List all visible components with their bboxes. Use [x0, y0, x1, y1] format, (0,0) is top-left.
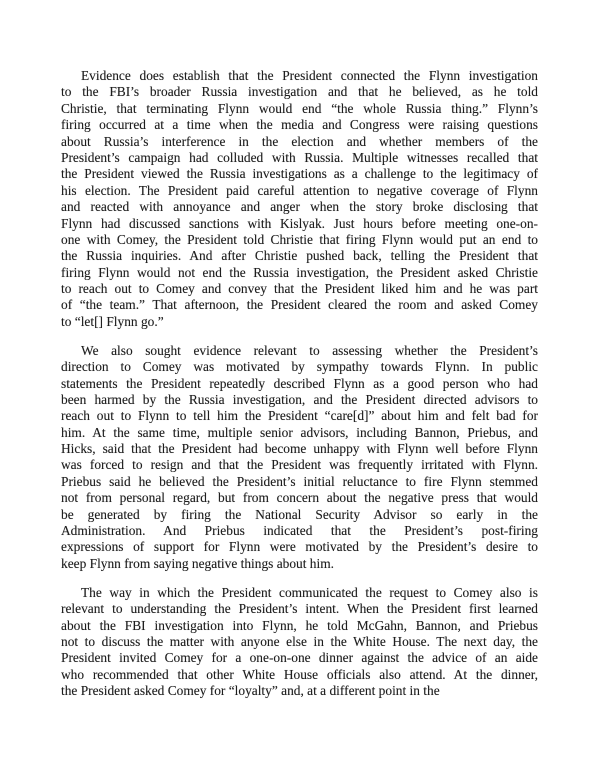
text-line: Hicks, said that the President had become unhappy with Flynn well before Flynn: [61, 441, 538, 457]
text-line: been harmed by the Russia investigation, and the President directed advisors to: [61, 391, 538, 407]
text-line: Evidence does establish that the President connected the Flynn investigation: [81, 68, 538, 83]
text-line: one with Comey, the President told Christie that firing Flynn would put an end to: [61, 231, 538, 247]
text-line: and reacted with annoyance and anger when the story broke disclosing that: [61, 199, 538, 215]
document-text-block: [61, 68, 538, 699]
text-line: statements the President repeatedly described Flynn as a good person who had: [61, 375, 538, 391]
text-line: the President viewed the Russia investigations as a challenge to the legitimacy of: [61, 166, 538, 182]
text-line: be generated by firing the National Security Advisor so early in the: [61, 506, 538, 522]
text-line: about Russia’s interference in the election and whether members of the: [61, 133, 538, 149]
text-line: him. At the same time, multiple senior advisors, including Bannon, Priebus, and: [61, 424, 538, 440]
text-line: firing Flynn would not end the Russia investigation, the President asked Christie: [61, 264, 538, 280]
text-line: Christie, that terminating Flynn would end “the whole Russia thing.” Flynn’s: [61, 100, 538, 116]
text-line: of “the team.” That afternoon, the President cleared the room and asked Comey: [61, 297, 538, 313]
text-line: to the FBI’s broader Russia investigation and that he believed, as he told: [61, 84, 538, 100]
text-line: expressions of support for Flynn were motivated by the President’s desire to: [61, 539, 538, 555]
text-line: not to discuss the matter with anyone else in the White House. The next day, the: [61, 633, 538, 649]
text-line: Administration. And Priebus indicated that the President’s post-firing: [61, 523, 538, 539]
text-line: the Russia inquiries. And after Christie pushed back, telling the President that: [61, 248, 538, 264]
paragraph-3: [61, 585, 538, 700]
text-line: not from personal regard, but from concern about the negative press that would: [61, 490, 538, 506]
text-line: President invited Comey for a one-on-one dinner against the advice of an aide: [61, 650, 538, 666]
paragraph-2: [61, 343, 538, 572]
text-line: who recommended that other White House officials also attend. At the dinner,: [61, 666, 538, 682]
text-line: the President asked Comey for “loyalty” and, at a different point in the: [61, 683, 440, 699]
text-line: The way in which the President communicated the request to Comey also is: [81, 584, 538, 600]
text-line: keep Flynn from saying negative things about him.: [61, 555, 334, 571]
text-line: was forced to resign and that the President was frequently irritated with Flynn.: [61, 457, 538, 473]
text-line: his election. The President paid careful attention to negative coverage of Flynn: [61, 182, 538, 198]
text-line: about the FBI investigation into Flynn, he told McGahn, Bannon, and Priebus: [61, 617, 538, 633]
text-line: Priebus said he believed the President’s initial reluctance to fire Flynn stemmed: [61, 473, 538, 489]
text-line: We also sought evidence relevant to assessing whether the President’s: [81, 342, 538, 358]
text-line: Flynn had discussed sanctions with Kislyak. Just hours before meeting one-on-: [61, 215, 538, 231]
text-line: firing occurred at a time when the media and Congress were raising questions: [61, 117, 538, 133]
text-line: direction to Comey was motivated by sympathy towards Flynn. In public: [61, 359, 538, 375]
text-line: President’s campaign had colluded with Russia. Multiple witnesses recalled that: [61, 149, 538, 165]
text-line: to reach out to Comey and convey that the President liked him and he was part: [61, 281, 538, 297]
text-line: reach out to Flynn to tell him the President “care[d]” about him and felt bad for: [61, 408, 538, 424]
text-line: to “let[] Flynn go.”: [61, 313, 164, 329]
paragraph-1: [61, 68, 538, 330]
text-line: relevant to understanding the President’s intent. When the President first learned: [61, 601, 538, 617]
